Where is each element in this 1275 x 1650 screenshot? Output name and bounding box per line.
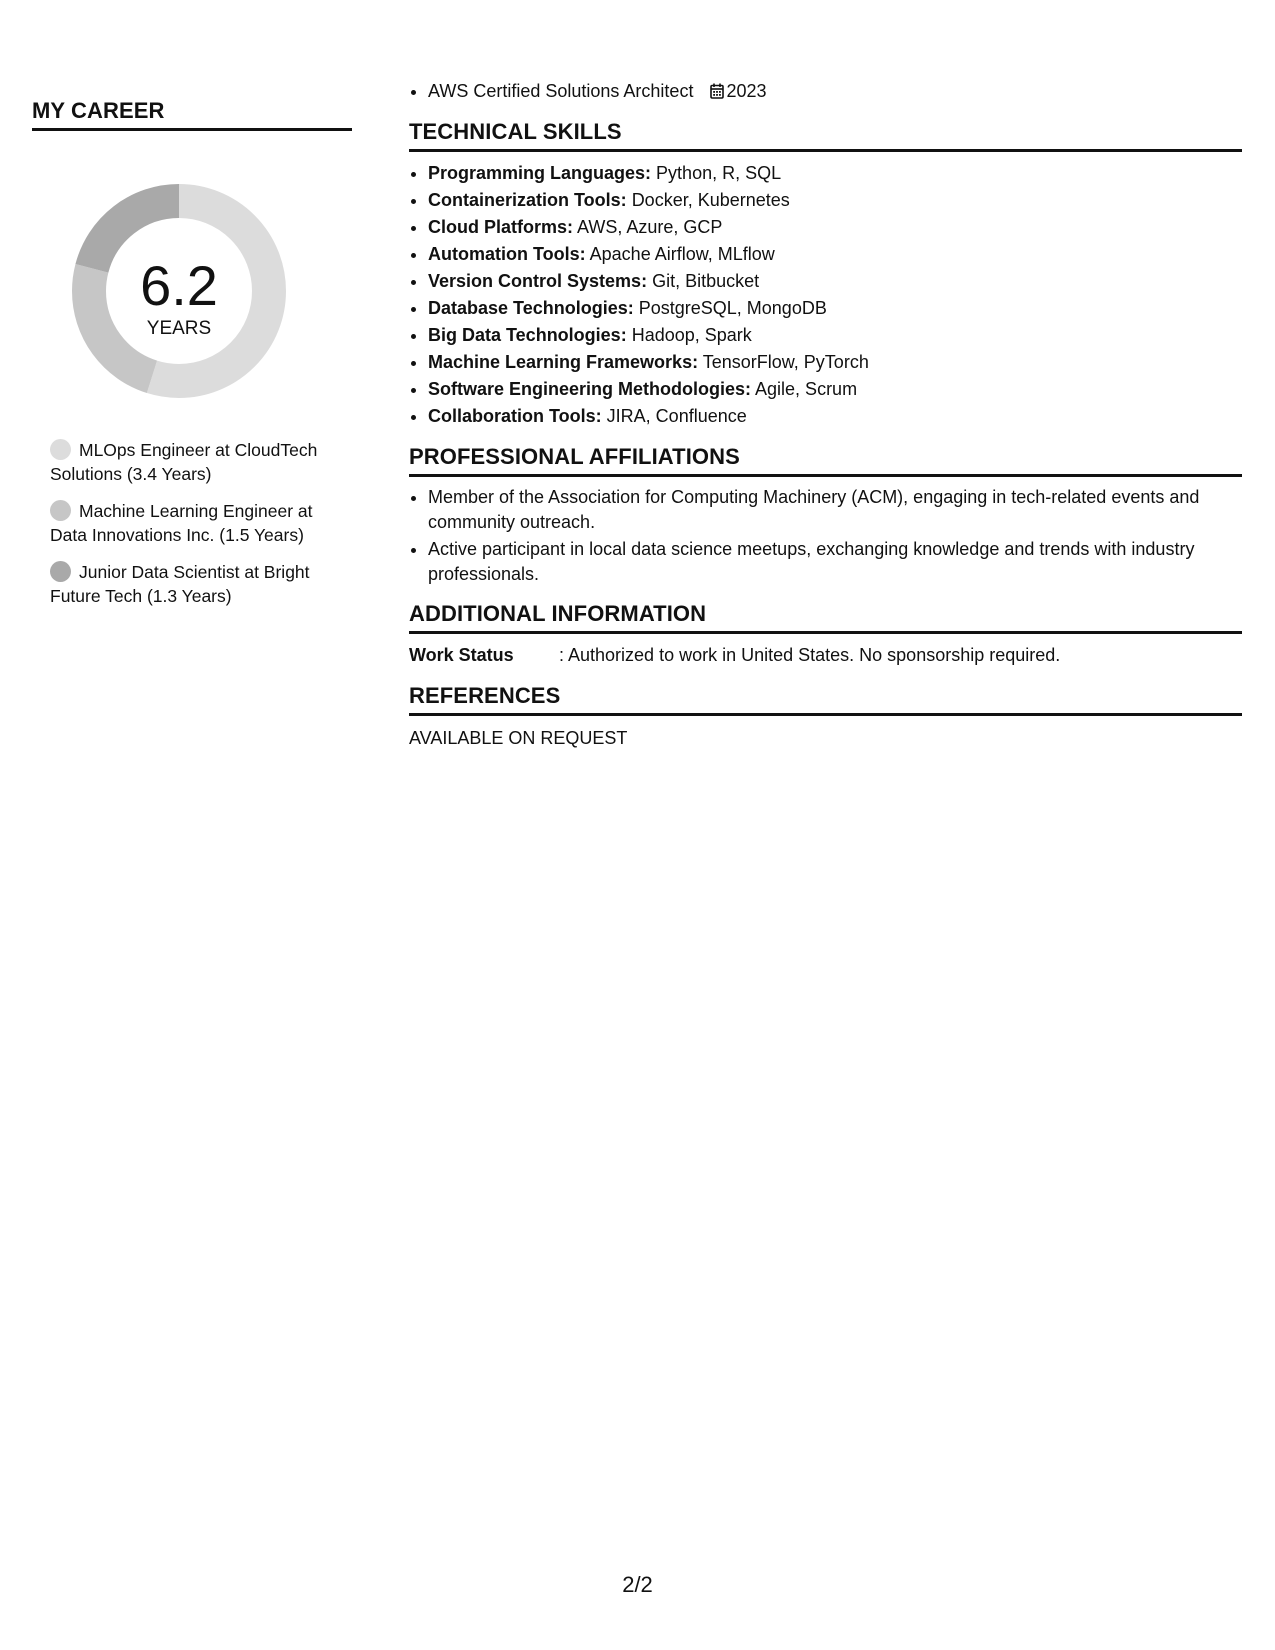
legend-dot: [50, 561, 71, 582]
legend-item: [50, 438, 340, 486]
legend-dot: [50, 439, 71, 460]
work-status-row: [409, 642, 1242, 669]
legend-label: Junior Data Scientist at Bright Future Tech (1.3 Years): [50, 562, 310, 606]
certification-list: [409, 78, 1242, 105]
skill-item: [428, 376, 1242, 403]
calendar-icon: [710, 83, 724, 99]
skill-label: Database Technologies:: [428, 298, 634, 318]
skill-label: Version Control Systems:: [428, 271, 648, 291]
main-column: [409, 78, 1242, 750]
certification-year: 2023: [726, 81, 767, 101]
work-status-label: Work Status: [409, 645, 514, 665]
skill-item: [428, 187, 1242, 214]
career-donut-chart: [66, 178, 292, 404]
skill-item: [428, 322, 1242, 349]
skill-value: Agile, Scrum: [755, 379, 858, 399]
skill-label: Software Engineering Methodologies:: [428, 379, 752, 399]
skill-item: [428, 241, 1242, 268]
affiliation-item: • Active participant in local data science meetups, exchanging knowledge and trends with industry professionals.: [428, 537, 1242, 587]
total-years-value: 6.2: [140, 254, 218, 317]
skill-item: [428, 349, 1242, 376]
career-legend: [50, 438, 340, 621]
skill-value: AWS, Azure, GCP: [577, 217, 723, 237]
skill-item: [428, 403, 1242, 430]
total-years-unit: YEARS: [146, 318, 212, 339]
skill-value: PostgreSQL, MongoDB: [638, 298, 827, 318]
skill-value: Docker, Kubernetes: [631, 190, 790, 210]
skill-item: [428, 160, 1242, 187]
legend-item: [50, 499, 340, 547]
certification-item: [428, 78, 1242, 105]
work-status-value: : Authorized to work in United States. No sponsorship required.: [559, 645, 1061, 665]
skill-label: Big Data Technologies:: [428, 325, 627, 345]
legend-item: [50, 560, 340, 608]
skill-value: Apache Airflow, MLflow: [589, 244, 775, 264]
legend-label: MLOps Engineer at CloudTech Solutions (3.4 Years): [50, 440, 318, 484]
skill-item: [428, 295, 1242, 322]
donut-center: [66, 178, 292, 404]
references-text: AVAILABLE ON REQUEST: [409, 728, 628, 748]
affiliation-item: • Member of the Association for Computing Machinery (ACM), engaging in tech-related events and community outreach.: [428, 485, 1242, 535]
skill-item: [428, 214, 1242, 241]
skill-label: Automation Tools:: [428, 244, 586, 264]
skill-value: Python, R, SQL: [656, 163, 782, 183]
technical-skills-list: [409, 160, 1242, 430]
skill-label: Cloud Platforms:: [428, 217, 574, 237]
career-column: [32, 98, 352, 606]
skill-value: Hadoop, Spark: [631, 325, 752, 345]
skill-value: Git, Bitbucket: [652, 271, 760, 291]
skill-item: [428, 268, 1242, 295]
page-number: 2/2: [622, 1572, 653, 1597]
skill-label: Machine Learning Frameworks:: [428, 352, 699, 372]
legend-label: Machine Learning Engineer at Data Innovations Inc. (1.5 Years): [50, 501, 313, 545]
technical-skills-title: TECHNICAL SKILLS: [409, 119, 1242, 152]
skill-value: TensorFlow, PyTorch: [702, 352, 869, 372]
skill-label: Containerization Tools:: [428, 190, 627, 210]
certification-name: AWS Certified Solutions Architect: [428, 81, 694, 101]
affiliations-title: PROFESSIONAL AFFILIATIONS: [409, 444, 1242, 477]
skill-value: JIRA, Confluence: [606, 406, 747, 426]
additional-info-title: ADDITIONAL INFORMATION: [409, 601, 1242, 634]
career-title: MY CAREER: [32, 98, 352, 131]
skill-label: Collaboration Tools:: [428, 406, 602, 426]
references-title: REFERENCES: [409, 683, 1242, 716]
affiliations-list: [409, 485, 1242, 587]
legend-dot: [50, 500, 71, 521]
skill-label: Programming Languages:: [428, 163, 652, 183]
